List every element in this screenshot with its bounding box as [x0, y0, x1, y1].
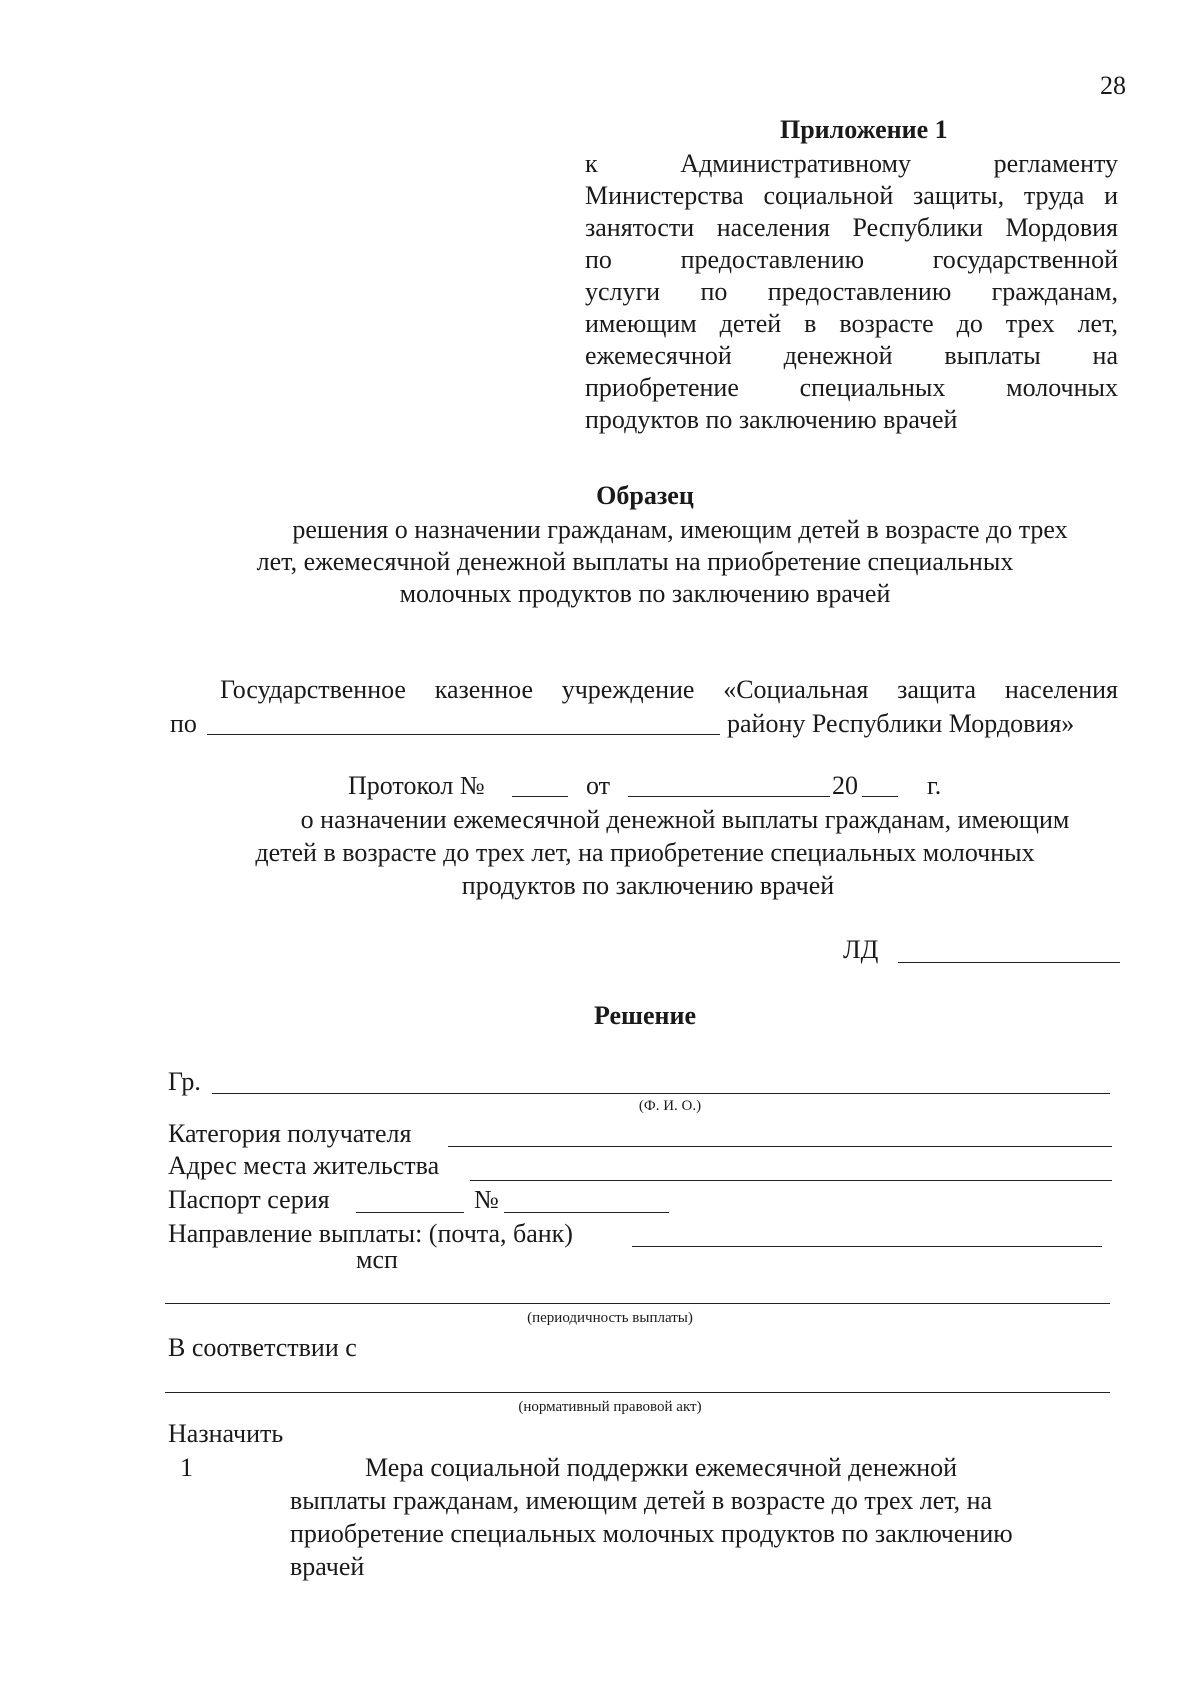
passport-number-label: №: [474, 1185, 499, 1214]
protocol-date-field[interactable]: [628, 796, 830, 797]
payment-direction-label: Направление выплаты: (почта, банк): [168, 1219, 573, 1248]
item-line: Мера социальной поддержки ежемесячной денежной: [365, 1453, 958, 1482]
legal-act-field[interactable]: [165, 1392, 1110, 1393]
periodicity-field[interactable]: [165, 1303, 1110, 1304]
sample-title: Образец: [596, 481, 694, 510]
protocol-year-prefix: 20: [832, 771, 858, 800]
sample-line: лет, ежемесячной денежной выплаты на приобретение специальных: [256, 547, 1014, 576]
appendix-line: приобретение специальных молочных: [585, 373, 1118, 402]
protocol-number-field[interactable]: [512, 796, 568, 797]
assign-label: Назначить: [168, 1419, 284, 1448]
accordance-label: В соответствии с: [168, 1333, 357, 1362]
institution-prefix: по: [170, 709, 197, 738]
item-line: приобретение специальных молочных продуктов по заключению: [290, 1519, 1013, 1548]
protocol-desc-line: продуктов по заключению врачей: [461, 871, 835, 900]
periodicity-caption: (периодичность выплаты): [527, 1310, 693, 1326]
appendix-line: продуктов по заключению врачей: [585, 405, 958, 434]
protocol-from-label: от: [586, 771, 611, 800]
ld-label: ЛД: [843, 935, 879, 964]
item-number: 1: [180, 1453, 193, 1482]
legal-act-caption: (нормативный правовой акт): [518, 1399, 702, 1415]
protocol-year-suffix: г.: [927, 771, 942, 800]
appendix-title: Приложение 1: [780, 115, 948, 144]
address-field[interactable]: [470, 1180, 1112, 1181]
appendix-line: к Административному регламенту: [585, 149, 1118, 178]
fio-caption: (Ф. И. О.): [638, 1098, 702, 1114]
item-line: врачей: [290, 1552, 365, 1581]
protocol-desc-line: о назначении ежемесячной денежной выплаты гражданам, имеющим: [300, 805, 1070, 834]
appendix-line: услуги по предоставлению гражданам,: [585, 277, 1118, 306]
passport-label: Паспорт серия: [168, 1185, 330, 1214]
protocol-year-field[interactable]: [862, 796, 898, 797]
appendix-line: имеющим детей в возрасте до трех лет,: [585, 309, 1118, 338]
appendix-text: [585, 148, 1118, 436]
citizen-label: Гр.: [168, 1067, 201, 1096]
citizen-fio-field[interactable]: [212, 1093, 1110, 1094]
institution-line: Государственное казенное учреждение «Социальная защита населения: [220, 675, 1118, 704]
ld-field[interactable]: [898, 962, 1120, 963]
payment-direction-field[interactable]: [632, 1246, 1102, 1247]
appendix-line: занятости населения Республики Мордовия: [585, 213, 1118, 242]
passport-series-field[interactable]: [356, 1212, 464, 1213]
category-field[interactable]: [448, 1146, 1112, 1147]
page-number: 28: [1100, 71, 1126, 100]
address-label: Адрес места жительства: [168, 1151, 440, 1180]
sample-line: решения о назначении гражданам, имеющим детей в возрасте до трех: [292, 515, 1068, 544]
item-line: выплаты гражданам, имеющим детей в возрасте до трех лет, на: [290, 1486, 993, 1515]
msp-label: мсп: [356, 1245, 398, 1274]
protocol-label: Протокол №: [348, 771, 485, 800]
category-label: Категория получателя: [168, 1119, 412, 1148]
protocol-desc-line: детей в возрасте до трех лет, на приобретение специальных молочных: [255, 838, 1035, 867]
institution-suffix: району Республики Мордовия»: [727, 709, 1075, 738]
decision-title: Решение: [593, 1001, 697, 1030]
appendix-line: Министерства социальной защиты, труда и: [585, 181, 1118, 210]
district-field[interactable]: [207, 734, 720, 735]
sample-line: молочных продуктов по заключению врачей: [399, 579, 891, 608]
passport-number-field[interactable]: [504, 1212, 669, 1213]
appendix-line: по предоставлению государственной: [585, 245, 1118, 274]
appendix-line: ежемесячной денежной выплаты на: [585, 341, 1118, 370]
